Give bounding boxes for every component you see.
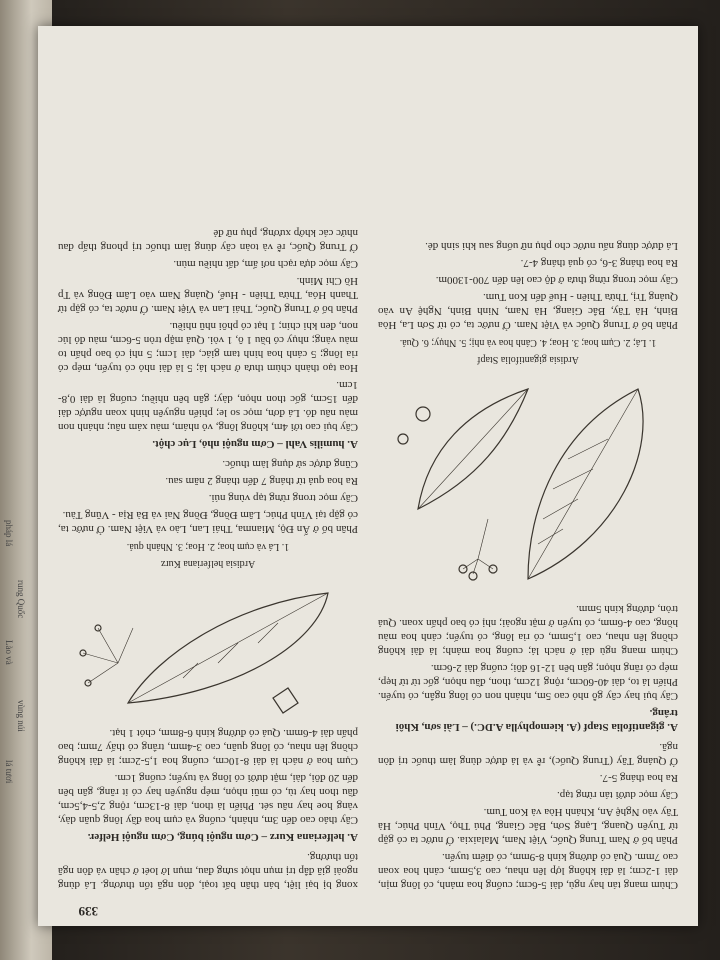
botanical-illustration bbox=[378, 369, 678, 599]
book-page bbox=[38, 26, 698, 926]
left-page-fragment: pháp lá bbox=[4, 520, 14, 547]
paragraph: Ở Trung Quốc, rễ và toàn cây dùng làm thuốc trị phong thấp đau nhức các khớp xương, phụ nữ đẻ bbox=[58, 227, 358, 253]
paragraph: Ra hoa quả từ tháng 7 đến tháng 2 năm sau. bbox=[165, 475, 358, 487]
paragraph: Cây thảo cao đến 3m, nhánh, cuống và cụm hoa đầy lông quăn dày, vàng hoe hay nâu sét. Phiến lá thon, dài 8-13cm, rộng 2,5-4,5cm, đầu thon hay tù, có mũi nhọn, mép nguyên hay có ít răng, gân bên đến 20 đôi, dài, mặt dưới có lông và tuyến; cuống 1cm. bbox=[58, 772, 358, 826]
paragraph: Chùm mang tán hay ngù, dài 5-6cm; cuống hoa mảnh, có lông mịn, dài 1-2cm; lá đài không lợp lên nhau, cao 3,5mm, cánh hoa xoan cao 7mm. Quả có đường kính 8-9mm, có điểm tuyến. bbox=[378, 851, 678, 891]
column-two bbox=[58, 223, 358, 892]
left-page-fragment: Lào và bbox=[4, 640, 14, 665]
column-one bbox=[378, 236, 678, 892]
paragraph: Cây bụi hay cây gỗ nhỏ cao 5m, nhánh non có lông ngắn, có tuyến. Phiến lá to, dài 40-60cm, rộng 12cm, thon, đầu nhọn, gốc từ từ hẹp, mép có răng nhọn; gân bên 12-16 đôi; cuống dài 2-6cm. bbox=[378, 662, 678, 702]
figure-caption: Ardisia helferiana Kurz bbox=[160, 558, 256, 569]
left-page-fragment: rung Quốc bbox=[16, 580, 26, 619]
paragraph: Cây mọc dựa rạch nơi ẩm, dất nhiều mùn. bbox=[173, 258, 358, 270]
paragraph: Ra hoa tháng 3-6, có quả tháng 4-7. bbox=[520, 257, 678, 269]
paragraph: Cây mọc trong rừng tạp vùng núi. bbox=[208, 492, 358, 504]
paragraph: Ở Quảng Tây (Trung Quốc), rễ và lá được dùng làm thuốc trị đòn ngã. bbox=[378, 741, 678, 767]
paragraph: Phân bố ở Ấn Độ, Mianma, Thái Lan, Lào và Việt Nam. Ở nước ta, có gặp tại Vĩnh Phúc, Lâm Đồng, Đồng Nai và Bà Rịa - Vũng Tàu. bbox=[58, 509, 358, 535]
species-heading: A. gigantifolia Stapf (A. kiemophylla A.DC.) – Lài sơn, Khôi trắng. bbox=[395, 707, 678, 733]
paragraph: Hoa tạo thành chùm thưa ở nách lá; 5 lá đài nhỏ có tuyến, mép có rìa lông; 5 cánh hoa hình tam giác, dài 1cm; 5 nhị có bao phấn to màu vàng; nhụy có bầu 1 ô, 1 vòi. Quả mập tròn 5-6cm, màu đỏ lúc non, đen khi chín; 1 hạt có phôi nhũ nhiều. bbox=[58, 320, 358, 374]
page-number: 339 bbox=[78, 904, 98, 919]
figure-labels: 1. Lá; 2. Cụm hoa; 3. Hoa; 4. Cánh hoa và nhị; 5. Nhụy; 6. Quả. bbox=[399, 337, 657, 348]
figure-labels: 1. Lá và cụm hoa; 2. Hoa; 3. Nhánh quả. bbox=[126, 541, 290, 552]
paragraph: xong bị bại liệt, bán thân bất toại, đòn ngã tổn thương. Lá dùng ngoài giã đắp trị mụn nhọt sưng đau, mụn lở loét ở chân và đòn ngã tổn thương. bbox=[58, 851, 358, 891]
botanical-illustration bbox=[58, 573, 358, 723]
paragraph: Phân bố ở Nam Trung Quốc, Việt Nam, Malaixia. Ở nước ta có gặp từ Tuyên Quang, Lạng Sơn, Bắc Giang, Phú Thọ, Vĩnh Phúc, Hà Tây vào Nghệ An, Khánh Hòa và Kon Tum. bbox=[378, 806, 678, 846]
species-heading: A. humilis Vahl – Cơm nguội nhỏ, Lục chột. bbox=[152, 438, 358, 450]
paragraph: Cây bụi cao tới 4m, không lông, vỏ nhám, màu xám nâu; nhánh non màu nâu đỏ. Lá đơn, mọc so le; phiến nguyên hình xoan ngược dài đến 15cm, gốc thon nhọn, dày; gân bên nhiều; cuống lá dài 0,8-1cm. bbox=[58, 379, 358, 433]
paragraph: Cũng được sử dụng làm thuốc. bbox=[222, 458, 358, 470]
figure-caption: Ardisia gigantifolia Stapf bbox=[477, 354, 579, 365]
paragraph: Cây mọc dưới tán rừng tạp. bbox=[557, 789, 678, 801]
paragraph: Cụm hoa ở nách lá dài 8-10cm, cuống hoa 1,5-2cm; lá đài không chồng lên nhau, có lông quăn, cao 3-4mm, trắng có thấy 7mm; bao phấn dài 4-6mm. Quả có đường kính 6-8mm, chót 1 hạt. bbox=[58, 727, 358, 767]
paragraph: Cây mọc trong rừng thưa ở độ cao lên đến 700-1300m. bbox=[435, 274, 678, 286]
paragraph: Chùm mang ngù dài ở nách lá; cuống hoa mảnh; lá đài không chồng lên nhau, cao 1,5mm, có rìa lông, có tuyến; cánh hoa màu hồng, cao 4-6mm, có tuyến ở mặt ngoài; nhị có bao phấn xoan. Quả tròn, đường kính 5mm. bbox=[378, 603, 678, 657]
paragraph: Phân bố ở Trung Quốc, Thái Lan và Việt Nam. Ở nước ta, có gặp từ Thanh Hóa, Thừa Thiên - Huế, Quảng Nam vào Lâm Đồng và Tp Hồ Chí Minh. bbox=[58, 275, 358, 315]
paragraph: Ra hoa tháng 5-7. bbox=[599, 772, 678, 784]
left-page-fragment: vùng núi bbox=[16, 700, 26, 732]
paragraph: Phân bố ở Trung Quốc và Việt Nam. Ở nước ta, có từ Sơn La, Hòa Bình, Hà Tây, Bắc Giang, Hà Nam, Ninh Bình, Nghệ An vào Quảng Trị, Thừa Thiên - Huế đến Kon Tum. bbox=[378, 291, 678, 331]
paragraph: Lá được dùng nấu nước cho phụ nữ uống sau khi sinh đẻ. bbox=[425, 240, 678, 252]
left-page-fragment: lá tươi bbox=[4, 760, 14, 784]
species-heading: A. helferiana Kurz – Cơm nguội búng, Cơm nguội Helfer. bbox=[87, 831, 358, 843]
